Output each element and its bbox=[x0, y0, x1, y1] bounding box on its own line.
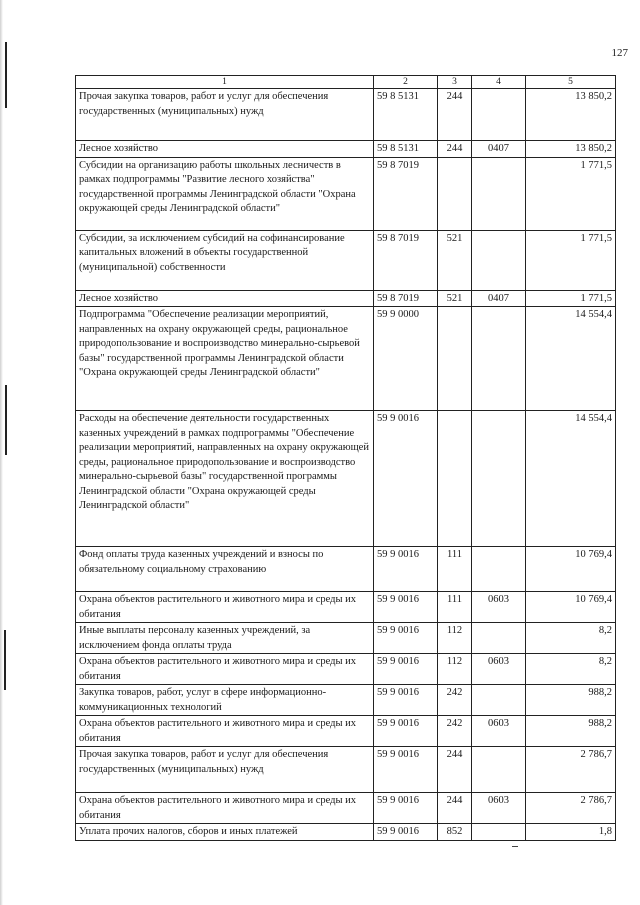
row-sum: 988,2 bbox=[526, 716, 616, 747]
table-row bbox=[76, 685, 616, 716]
row-vr: 244 bbox=[438, 793, 472, 824]
table-row bbox=[76, 793, 616, 824]
row-vr: 521 bbox=[438, 290, 472, 307]
row-vr bbox=[438, 157, 472, 230]
row-vr bbox=[438, 411, 472, 547]
table-row bbox=[76, 290, 616, 307]
row-rz bbox=[472, 411, 526, 547]
row-vr: 111 bbox=[438, 547, 472, 592]
page-number: 127 bbox=[611, 47, 628, 59]
row-name: Подпрограмма "Обеспечение реализации мероприятий, направленных на охрану окружающей среды, рациональное природопользование и воспроизводство минерально-сырьевой базы" государственной программы Ленинградской области "Охрана окружающей среды Ленинградской области" bbox=[76, 307, 374, 411]
table-row bbox=[76, 89, 616, 141]
row-sum: 1 771,5 bbox=[526, 290, 616, 307]
row-vr: 852 bbox=[438, 824, 472, 841]
table-row bbox=[76, 230, 616, 290]
row-rz bbox=[472, 230, 526, 290]
column-header: 3 bbox=[438, 76, 472, 89]
row-sum: 14 554,4 bbox=[526, 411, 616, 547]
row-csr: 59 8 7019 bbox=[374, 230, 438, 290]
scan-mark bbox=[5, 385, 7, 455]
row-name: Охрана объектов растительного и животного мира и среды их обитания bbox=[76, 793, 374, 824]
row-csr: 59 8 5131 bbox=[374, 141, 438, 158]
column-header: 1 bbox=[76, 76, 374, 89]
row-csr: 59 9 0016 bbox=[374, 793, 438, 824]
row-name: Лесное хозяйство bbox=[76, 290, 374, 307]
row-name: Прочая закупка товаров, работ и услуг для обеспечения государственных (муниципальных) нужд bbox=[76, 747, 374, 793]
row-vr bbox=[438, 307, 472, 411]
row-rz bbox=[472, 547, 526, 592]
scan-edge bbox=[0, 0, 3, 905]
row-vr: 244 bbox=[438, 747, 472, 793]
row-sum: 13 850,2 bbox=[526, 89, 616, 141]
row-sum: 1 771,5 bbox=[526, 157, 616, 230]
row-sum: 2 786,7 bbox=[526, 793, 616, 824]
table-row bbox=[76, 824, 616, 841]
row-name: Закупка товаров, работ, услуг в сфере информационно-коммуникационных технологий bbox=[76, 685, 374, 716]
table-header-row bbox=[76, 76, 616, 89]
row-vr: 242 bbox=[438, 716, 472, 747]
row-vr: 112 bbox=[438, 654, 472, 685]
row-name: Уплата прочих налогов, сборов и иных платежей bbox=[76, 824, 374, 841]
row-rz: 0407 bbox=[472, 141, 526, 158]
row-name: Субсидии, за исключением субсидий на софинансирование капитальных вложений в объекты государственной (муниципальной) собственности bbox=[76, 230, 374, 290]
row-csr: 59 9 0016 bbox=[374, 547, 438, 592]
row-csr: 59 9 0016 bbox=[374, 592, 438, 623]
row-sum: 8,2 bbox=[526, 623, 616, 654]
column-header: 4 bbox=[472, 76, 526, 89]
table-row bbox=[76, 592, 616, 623]
row-name: Лесное хозяйство bbox=[76, 141, 374, 158]
table-row bbox=[76, 411, 616, 547]
scan-mark bbox=[5, 42, 7, 108]
row-rz bbox=[472, 157, 526, 230]
row-vr: 521 bbox=[438, 230, 472, 290]
table-row bbox=[76, 141, 616, 158]
row-sum: 988,2 bbox=[526, 685, 616, 716]
row-csr: 59 9 0016 bbox=[374, 623, 438, 654]
row-vr: 242 bbox=[438, 685, 472, 716]
row-name: Иные выплаты персоналу казенных учреждений, за исключением фонда оплаты труда bbox=[76, 623, 374, 654]
row-rz: 0603 bbox=[472, 654, 526, 685]
row-csr: 59 9 0016 bbox=[374, 747, 438, 793]
row-rz: 0603 bbox=[472, 592, 526, 623]
row-rz: 0603 bbox=[472, 716, 526, 747]
table-row bbox=[76, 654, 616, 685]
row-rz bbox=[472, 747, 526, 793]
row-rz bbox=[472, 89, 526, 141]
row-sum: 14 554,4 bbox=[526, 307, 616, 411]
row-csr: 59 9 0016 bbox=[374, 716, 438, 747]
row-csr: 59 8 7019 bbox=[374, 157, 438, 230]
scan-mark bbox=[4, 630, 6, 690]
row-name: Охрана объектов растительного и животного мира и среды их обитания bbox=[76, 716, 374, 747]
table-row bbox=[76, 547, 616, 592]
row-name: Расходы на обеспечение деятельности государственных казенных учреждений в рамках подпрограммы "Обеспечение реализации мероприятий, направленных на охрану окружающей среды, рациональное природопользование и воспроизводство минерально-сырьевой базы" государственной программы Ленинградской области "Охрана окружающей среды Ленинградской области" bbox=[76, 411, 374, 547]
row-name: Прочая закупка товаров, работ и услуг для обеспечения государственных (муниципальных) нужд bbox=[76, 89, 374, 141]
row-rz bbox=[472, 685, 526, 716]
row-rz bbox=[472, 623, 526, 654]
row-vr: 244 bbox=[438, 89, 472, 141]
row-sum: 13 850,2 bbox=[526, 141, 616, 158]
row-name: Фонд оплаты труда казенных учреждений и взносы по обязательному социальному страхованию bbox=[76, 547, 374, 592]
row-sum: 8,2 bbox=[526, 654, 616, 685]
row-csr: 59 9 0016 bbox=[374, 824, 438, 841]
table-row bbox=[76, 157, 616, 230]
scan-mark bbox=[512, 846, 518, 847]
row-sum: 10 769,4 bbox=[526, 592, 616, 623]
table-row bbox=[76, 623, 616, 654]
column-header: 2 bbox=[374, 76, 438, 89]
row-csr: 59 8 7019 bbox=[374, 290, 438, 307]
row-vr: 112 bbox=[438, 623, 472, 654]
row-sum: 1 771,5 bbox=[526, 230, 616, 290]
row-vr: 111 bbox=[438, 592, 472, 623]
row-vr: 244 bbox=[438, 141, 472, 158]
row-rz: 0407 bbox=[472, 290, 526, 307]
row-name: Охрана объектов растительного и животного мира и среды их обитания bbox=[76, 592, 374, 623]
table-row bbox=[76, 747, 616, 793]
row-csr: 59 8 5131 bbox=[374, 89, 438, 141]
table-row bbox=[76, 307, 616, 411]
table-row bbox=[76, 716, 616, 747]
row-sum: 1,8 bbox=[526, 824, 616, 841]
row-name: Субсидии на организацию работы школьных лесничеств в рамках подпрограммы "Развитие лесного хозяйства" государственной программы Ленинградской области "Охрана окружающей среды Ленинградской области" bbox=[76, 157, 374, 230]
row-csr: 59 9 0016 bbox=[374, 411, 438, 547]
row-csr: 59 9 0016 bbox=[374, 685, 438, 716]
column-header: 5 bbox=[526, 76, 616, 89]
row-sum: 2 786,7 bbox=[526, 747, 616, 793]
row-csr: 59 9 0016 bbox=[374, 654, 438, 685]
row-name: Охрана объектов растительного и животного мира и среды их обитания bbox=[76, 654, 374, 685]
row-rz bbox=[472, 307, 526, 411]
row-csr: 59 9 0000 bbox=[374, 307, 438, 411]
row-rz: 0603 bbox=[472, 793, 526, 824]
row-rz bbox=[472, 824, 526, 841]
budget-table bbox=[75, 75, 616, 841]
row-sum: 10 769,4 bbox=[526, 547, 616, 592]
